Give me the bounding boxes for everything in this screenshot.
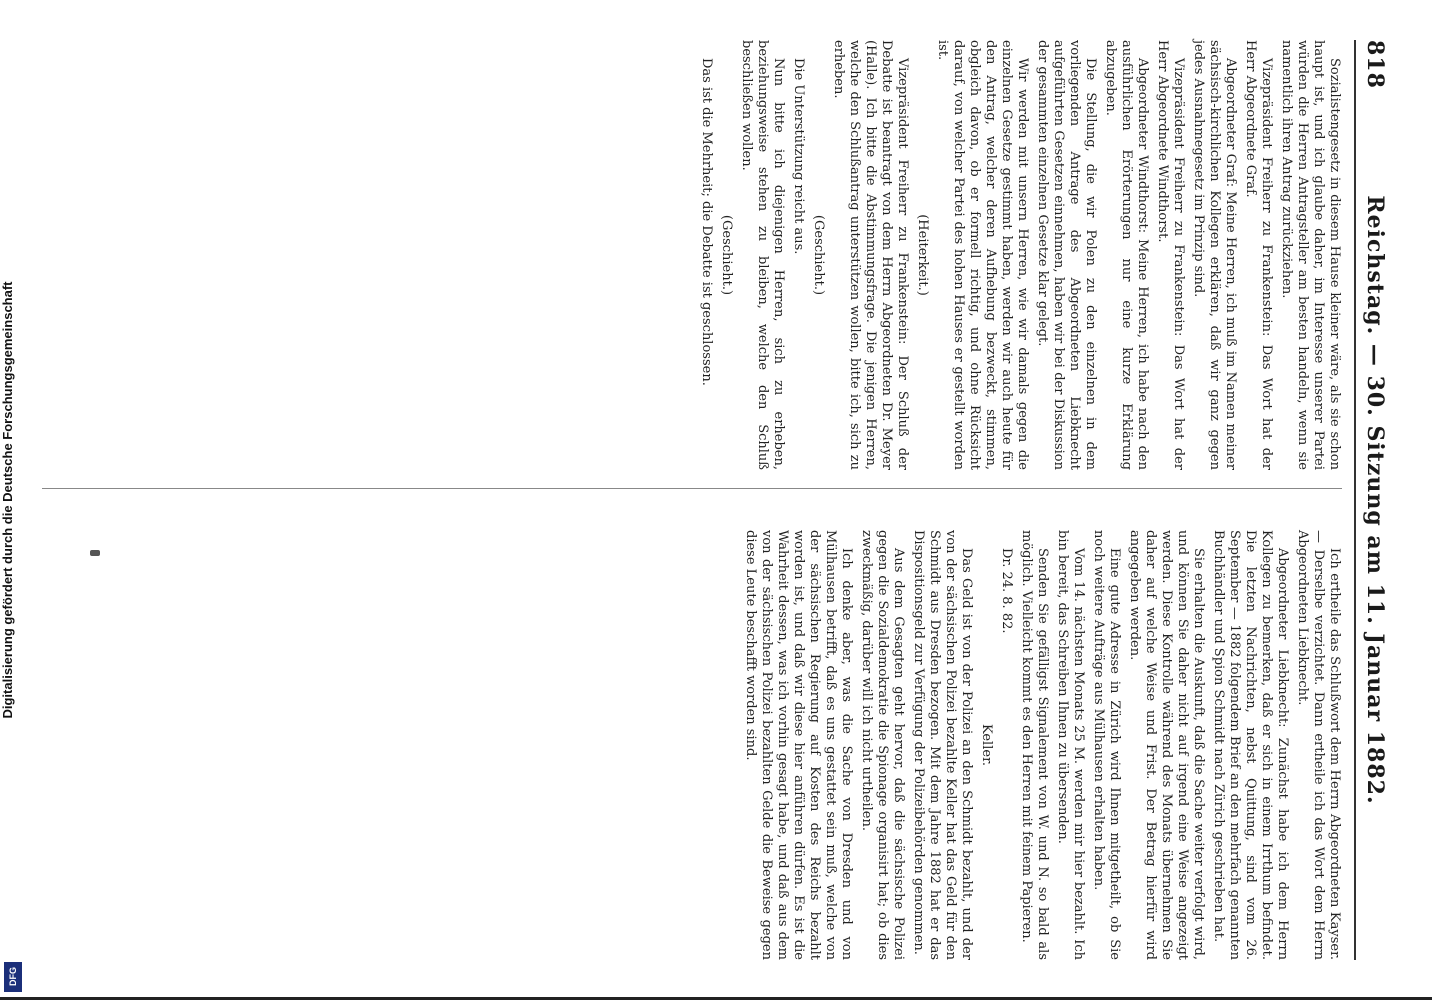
paragraph: Sozialistengesetz in diesem Hause kleiner wäre, als sie schon haupt ist, und ich glaube daher, im Interesse unserer Partei würden die Herren Antragsteller am besten handeln, wenn sie namentlich ihren Antrag zurückziehen.: [1279, 40, 1342, 470]
paragraph: Vizepräsident Freiherr zu Frankenstein: Das Wort hat der Herr Abgeordnete Graf.: [1243, 40, 1274, 470]
page-title: Reichstag. — 30. Sitzung am 11. Januar 1882.: [1362, 195, 1388, 805]
paragraph: Die Unterstützung reicht aus.: [791, 58, 806, 255]
paragraph: Abgeordneter Liebknecht: Zunächst habe ich dem Herrn Kollegen zu bemerken, daß er sich in einem Irrthum befindet. Die letzten Nachrichten, nebst Quittung, sind vom 26. September — 1882 folgendem Brief an den mehrfach genannten Buchhändler und Spion Schmidt nach Zürich geschrieben hat.: [1211, 530, 1290, 960]
paragraph: Senden Sie gefälligst Signalement von W. und N. so bald als möglich. Vielleicht kommt es den Herren mit feinem Papieren.: [1019, 530, 1050, 960]
paragraph: Das Geld ist von der Polizei an den Schmidt bezahlt, und der von der sächsischen Polizei bezahlte Keller hat das Geld für den Schmidt aus Dresden bezogen. Mit dem Jahre 1882 hat er das Dispositionsgeld zur Verfügung der Polizeibehörden genommen.: [911, 530, 974, 960]
paragraph: Eine gute Adresse in Zürich wird Ihnen mitgetheilt, ob Sie noch weitere Aufträge aus Mülhausen erhalten haben.: [1091, 530, 1122, 960]
paragraph: Vizepräsident Freiherr zu Frankenstein: Das Wort hat der Herr Abgeordnete Windthorst.: [1155, 40, 1186, 470]
paragraph: Sie erhalten die Auskunft, daß die Sache weiter verfolgt wird, und können Sie daher nicht auf irgend eine Weise angezeigt werden. Diese Kontrolle während des Monats übernehmen Sie daher auf welche Weise und Frist. Der Betrag hierfür wird angegeben werden.: [1127, 530, 1206, 960]
paragraph: Ich denke aber, was die Sache von Dresden und von Mülhausen betrifft, daß es uns gestattet sein muß, welche von der sächsischen Regierung auf Kosten des Reichs bezahlt worden ist, und daß wir diese hier anführen dürfen. Es ist die Wahrheit dessen, was ich vorhin gesagt habe, und daß aus dem von der sächsischen Polizei bezahlten Gelde die Beweise gegen diese Leute beschafft worden sind.: [743, 530, 854, 960]
dfg-logo-icon: DFG: [4, 962, 22, 992]
paragraph: Vizepräsident Freiherr zu Frankenstein: Der Schluß der Debatte ist beantragt von dem Herrn Abgeordneten Dr. Meyer (Halle). Ich bitte die Abstimmungsfrage. Die jenigen Herren, welche den Schlußantrag unterstützen wollen, bitte ich, sich zu erheben.: [831, 40, 910, 470]
paragraph: Dr. 24. 8. 82.: [999, 548, 1014, 634]
column-divider: [42, 488, 1342, 489]
left-column: [694, 40, 1342, 470]
paragraph: Ich ertheile das Schlußwort dem Herrn Abgeordneten Kayser. — Derselbe verzichtet. Dann ertheile ich das Wort dem Herrn Abgeordneten Liebknecht.: [1295, 530, 1342, 960]
paragraph: (Heiterkeit.): [915, 214, 930, 296]
right-column: [738, 530, 1342, 960]
paragraph: Abgeordneter Windthorst: Meine Herren, ich habe nach den ausführlichen Erörterungen nur eine kurze Erklärung abzugeben.: [1103, 40, 1150, 470]
paragraph: (Geschieht.): [719, 214, 734, 296]
paragraph: Nun bitte ich diejenigen Herren, sich zu erheben, beziehungsweise stehen zu bleiben, welche den Schluß beschließen wollen.: [739, 40, 786, 470]
stamp-text: Digitalisierung gefördert durch die Deutsche Forschungsgemeinschaft: [0, 281, 15, 719]
paragraph: Aus dem Gesagten geht hervor, daß die sächsische Polizei gegen die Sozialdemokratie die Spionage organisirt hat; ob dies zweckmäßig, darüber will ich nicht urtheilen.: [859, 530, 906, 960]
ink-smudge: [90, 550, 100, 556]
paragraph: Das ist die Mehrheit; die Debatte ist geschlossen.: [699, 58, 714, 386]
page-header: [1354, 40, 1392, 960]
paragraph: (Geschieht.): [811, 214, 826, 296]
digitization-stamp: [0, 0, 26, 1000]
paragraph: Keller.: [979, 724, 994, 766]
paragraph: Die Stellung, die wir Polen zu den einzelnen in dem vorliegenden Antrage des Abgeordneten Liebknecht aufgeführten Gesetzen einnehmen, haben wir bei der Diskussion der gesammten einzelnen Gesetze klar gelegt.: [1035, 40, 1098, 470]
paragraph: Vom 14. nächsten Monats 25 M. werden mir hier bezahlt. Ich bin bereit, das Schreiben Ihnen zu übersenden.: [1055, 530, 1086, 960]
page-number: 818: [1362, 40, 1388, 89]
paragraph: Abgeordneter Graf: Meine Herren, ich muß im Namen meiner sächsisch-kirchlichen Kollegen erklären, daß wir ganz gegen jedes Ausnahmegesetz im Prinzip sind.: [1191, 40, 1238, 470]
paragraph: Wir werden mit unsern Herren, wie wir damals gegen die einzelnen Gesetze gestimmt haben, werden wir auch heute für den Antrag, welcher deren Aufhebung bezweckt, stimmen, obgleich davon, ob er formell richtig, und ohne Rücksicht darauf, von welcher Partei des hohen Hauses er gestellt worden ist.: [935, 40, 1030, 470]
